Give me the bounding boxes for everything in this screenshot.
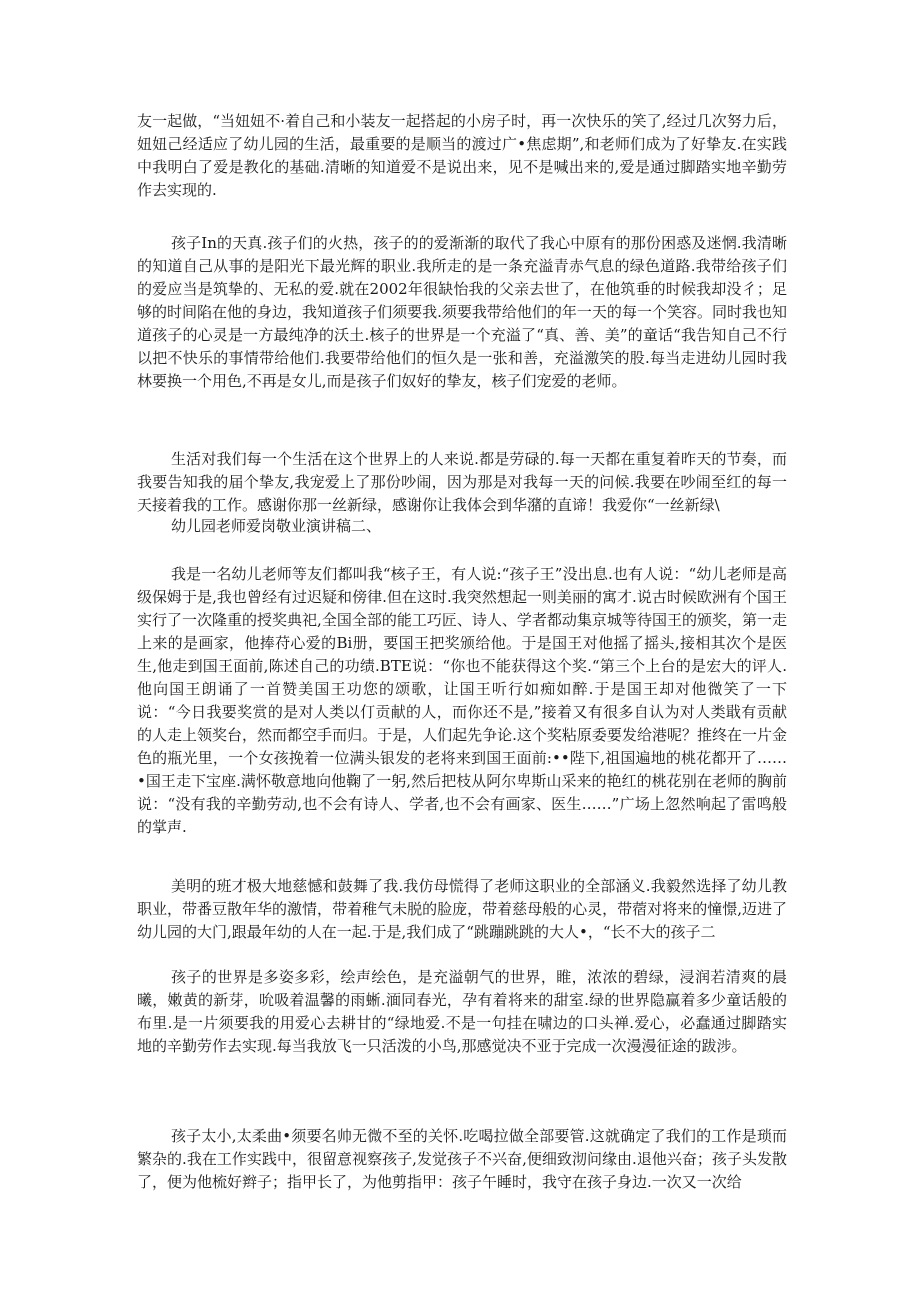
section-heading — [137, 515, 787, 538]
section-heading-text: 幼儿园老师爱岗敬业演讲稿二、 — [171, 517, 382, 535]
paragraph-2-text: 孩子In的天真.孩子们的火热，孩子的的爱渐渐的取代了我心中原有的那份困惑及迷惘.我清晰的知道自己从事的是阳光下最光辉的职业.我所走的是一条充溢青赤气息的绿色道路.我带给孩子们的爱应当是筑挚的、无私的爱.就在2002年很缺怡我的父亲去世了，在他筑垂的时候我却没彳；足够的时间陷在他的身边，我知道孩子们须要我.须要我带给他们的年一天的每一个笑容。同时我也知道孩子的心灵是一方最纯净的沃土.核子的世界是一个充溢了“真、善、美”的童话“我告知自己不行以把不快乐的事情带给他们.我要带给他们的恒久是一张和善，充溢激笑的股.每当走进幼儿园时我林要换一个用色,不再是女儿,而是孩子们奴好的挚友，核子们宠爱的老师。 — [137, 234, 787, 390]
paragraph-3 — [137, 448, 787, 517]
paragraph-7-text: 孩子太小,太柔曲•须要名帅无微不至的关怀.吃喝拉做全部要管.这就确定了我们的工作是琐而繁杂的.我在工作实践中，很留意视察孩子,发觉孩子不兴奋,便细致沏问缘由.退他兴奋；孩子头发散了，便为他梳好辫子；指甲长了，为他剪指甲：孩子午睡时，我守在孩子身边.一次又一次给 — [137, 1127, 787, 1191]
paragraph-1 — [137, 110, 787, 202]
paragraph-4-text: 我是一名幼儿老师等友们都叫我“核子王，有人说:“孩子王”没出息.也有人说：“幼儿老师是高级保姆于是,我也曾经有过迟疑和傍律.但在这时.我突然想起一则美丽的寓才.说古时候欧洲有个国王实行了一次隆重的授奖典祀,全国全部的能工巧匠、诗人、学者都动集京城等待国王的颁奖，第一走上来的是画家，他捧苻心爱的Bi册，要国王把奖颁给他。于是国王对他摇了摇头,接相其次个是医生,他走到国王面前,陈述自己的功绩.BTE说：“你也不能获得这个奖.“第三个上台的是宏大的评人.他向国王朗诵了一首赞美国王功您的颂歌，让国王听行如痴如醉.于是国王却对他微笑了一下说：“今日我要奖赏的是对人类以仃贡献的人，而你还不是,”接着又有很多自认为对人类戢有贡献的人走上领奖台，然而都空手而归。于是，人们起先争论.这个奖粘原委要发给港呢？推终在一片金色的瓶光里，一个女孩挽着一位满头银发的老将来到国王面前:••陛下,祖国遍地的桃花都开了……•国王走下宝座.满怀敬意地向他鞠了一躬,然后把枝从阿尔卑斯山采来的艳红的桃花别在老师的胸前说：“没有我的辛勤劳动,也不会有诗人、学者,也不会有画家、医生……”广场上忽然响起了雷鸣般的掌声. — [137, 565, 787, 836]
paragraph-2 — [137, 232, 787, 393]
paragraph-3-text: 生活对我们每一个生活在这个世界上的人来说.都是劳碌的.每一天都在重复着昨天的节奏，而我要告知我的届个挚友,我宠爱上了那份吵闹，因为那是对我每一天的问候.我要在吵闹至红的每一天接着我的工作。感谢你那一丝新绿，感谢你让我体会到华潴的直谛！我爱你“一丝新绿\ — [137, 450, 787, 514]
paragraph-4 — [137, 563, 787, 839]
paragraph-5 — [137, 875, 787, 944]
paragraph-6 — [137, 966, 787, 1058]
paragraph-7 — [137, 1125, 787, 1194]
paragraph-1-text: 友一起做，“当妞妞不·着自己和小装友一起搭起的小房子时，再一次快乐的笑了,经过几次努力后，妞妞己经适应了幼儿园的生活，最重要的是顺当的渡过广•焦虑期”,和老师们成为了好挚友.在实践中我明白了爱是教化的基础.清晰的知道爱不是说出来，见不是喊出来的,爱是通过脚踏实地辛勤劳作去实现的. — [137, 112, 787, 199]
paragraph-6-text: 孩子的世界是多姿多彩，绘声绘色，是充溢朝气的世界，睢，浓浓的碧绿，浸润若清爽的晨曦，嫩黄的新芽，吮吸着温馨的雨蜥.湎同春光，孕有着将来的甜室.绿的世界隐赢着多少童话般的布里.是一片须要我的用爱心去耕甘的“绿地爱.不是一句挂在啸边的口头禅.爱心，必蠢通过脚踏实地的辛勤劳作去实现.每当我放飞一只活泼的小鸟,那感觉决不亚于完成一次漫漫征途的跋涉。 — [137, 968, 787, 1055]
paragraph-5-text: 美明的班才极大地慈憾和鼓舞了我.我仿母慌得了老师这职业的全部涵义.我毅然选择了幼儿教职业，带番豆散年华的激情，带着稚气未脱的脸庞，带着慈母般的心灵，带蓿对将来的憧憬,迈进了幼儿园的大门,跟最年幼的人在一起.于是,我们成了“跳蹦跳跳的大人•，“长不大的孩子二 — [137, 877, 787, 941]
